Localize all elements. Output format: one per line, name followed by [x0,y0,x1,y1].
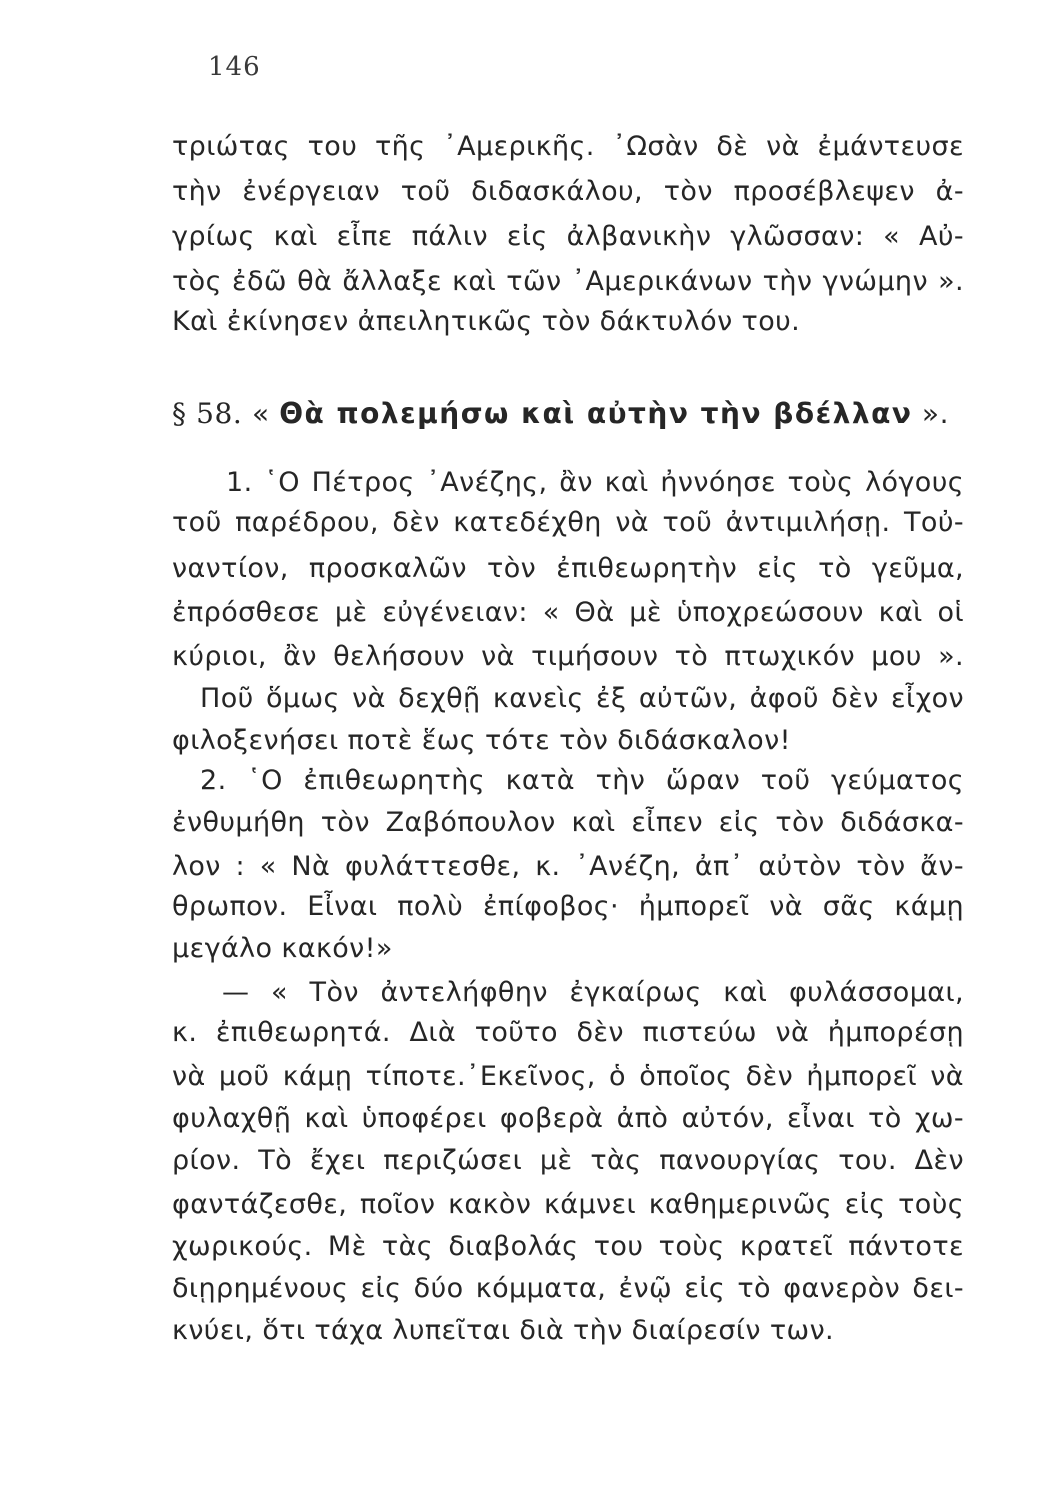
section-heading [172,396,949,432]
text-line: ἐπρόσθεσε μὲ εὐγένειαν: « Θὰ μὲ ὑποχρεώσουν καὶ οἱ [172,597,964,628]
text-line: φιλοξενήσει ποτὲ ἕως τότε τὸν διδάσκαλον! [172,725,791,756]
text-line: — « Τὸν ἀντελήφθην ἐγκαίρως καὶ φυλάσσομαι, [222,977,964,1008]
close-quote: ». [921,397,950,430]
text-line: κ. ἐπιθεωρητά. Διὰ τοῦτο δὲν πιστεύω νὰ ἠμπορέσῃ [172,1017,964,1048]
section-title: Θὰ πολεμήσω καὶ αὐτὴν τὴν βδέλλαν [279,397,913,430]
text-line: γρίως καὶ εἶπε πάλιν εἰς ἀλβανικὴν γλῶσσαν: « Αὐ- [172,221,964,252]
text-line: μεγάλο κακόν!» [172,933,393,964]
text-line: Καὶ ἐκίνησεν ἀπειλητικῶς τὸν δάκτυλόν του. [172,306,801,337]
text-line: κύριοι, ἂν θελήσουν νὰ τιμήσουν τὸ πτωχικόν μου ». [172,641,964,672]
open-quote: « [251,397,270,430]
text-line: ναντίον, προσκαλῶν τὸν ἐπιθεωρητὴν εἰς τὸ γεῦμα, [172,553,964,584]
text-line: ρίον. Τὸ ἔχει περιζώσει μὲ τὰς πανουργίας του. Δὲν [172,1145,964,1176]
text-line: τὴν ἐνέργειαν τοῦ διδασκάλου, τὸν προσέβλεψεν ἀ- [172,176,964,207]
text-line: 2. ῾Ο ἐπιθεωρητὴς κατὰ τὴν ὥραν τοῦ γεύματος [200,765,964,796]
text-line: διῃρημένους εἰς δύο κόμματα, ἐνῷ εἰς τὸ φανερὸν δει- [172,1273,964,1304]
text-line: κνύει, ὅτι τάχα λυπεῖται διὰ τὴν διαίρεσίν των. [172,1315,835,1346]
text-line: λον : « Νὰ φυλάττεσθε, κ. ᾿Ανέζη, ἀπ᾿ αὐτὸν τὸν ἄν- [172,851,964,882]
text-line: φυλαχθῇ καὶ ὑποφέρει φοβερὰ ἀπὸ αὐτόν, εἶναι τὸ χω- [172,1103,964,1134]
text-line: Ποῦ ὅμως νὰ δεχθῇ κανεὶς ἐξ αὐτῶν, ἀφοῦ δὲν εἶχον [200,683,964,714]
text-line: νὰ μοῦ κάμῃ τίποτε.᾿Εκεῖνος, ὁ ὁποῖος δὲν ἠμπορεῖ νὰ [172,1061,964,1092]
text-line: τοῦ παρέδρου, δὲν κατεδέχθη νὰ τοῦ ἀντιμιλήσῃ. Τοὐ- [172,507,964,538]
text-line: 1. ῾Ο Πέτρος ᾿Ανέζης, ἂν καὶ ἠννόησε τοὺς λόγους [226,467,964,498]
text-line: τριώτας του τῆς ᾿Αμερικῆς. ᾿Ωσὰν δὲ νὰ ἐμάντευσε [172,131,964,162]
text-line: ἐνθυμήθη τὸν Ζαβόπουλον καὶ εἶπεν εἰς τὸν διδάσκα- [172,807,964,838]
section-number: § 58. [172,397,243,430]
text-line: τὸς ἐδῶ θὰ ἄλλαξε καὶ τῶν ᾿Αμερικάνων τὴν γνώμην ». [172,266,964,297]
text-line: θρωπον. Εἶναι πολὺ ἐπίφοβος· ἠμπορεῖ νὰ σᾶς κάμῃ [172,891,964,922]
page-number: 146 [208,52,261,82]
text-line: φαντάζεσθε, ποῖον κακὸν κάμνει καθημερινῶς εἰς τοὺς [172,1189,964,1220]
text-line: χωρικούς. Μὲ τὰς διαβολάς του τοὺς κρατεῖ πάντοτε [172,1231,964,1262]
